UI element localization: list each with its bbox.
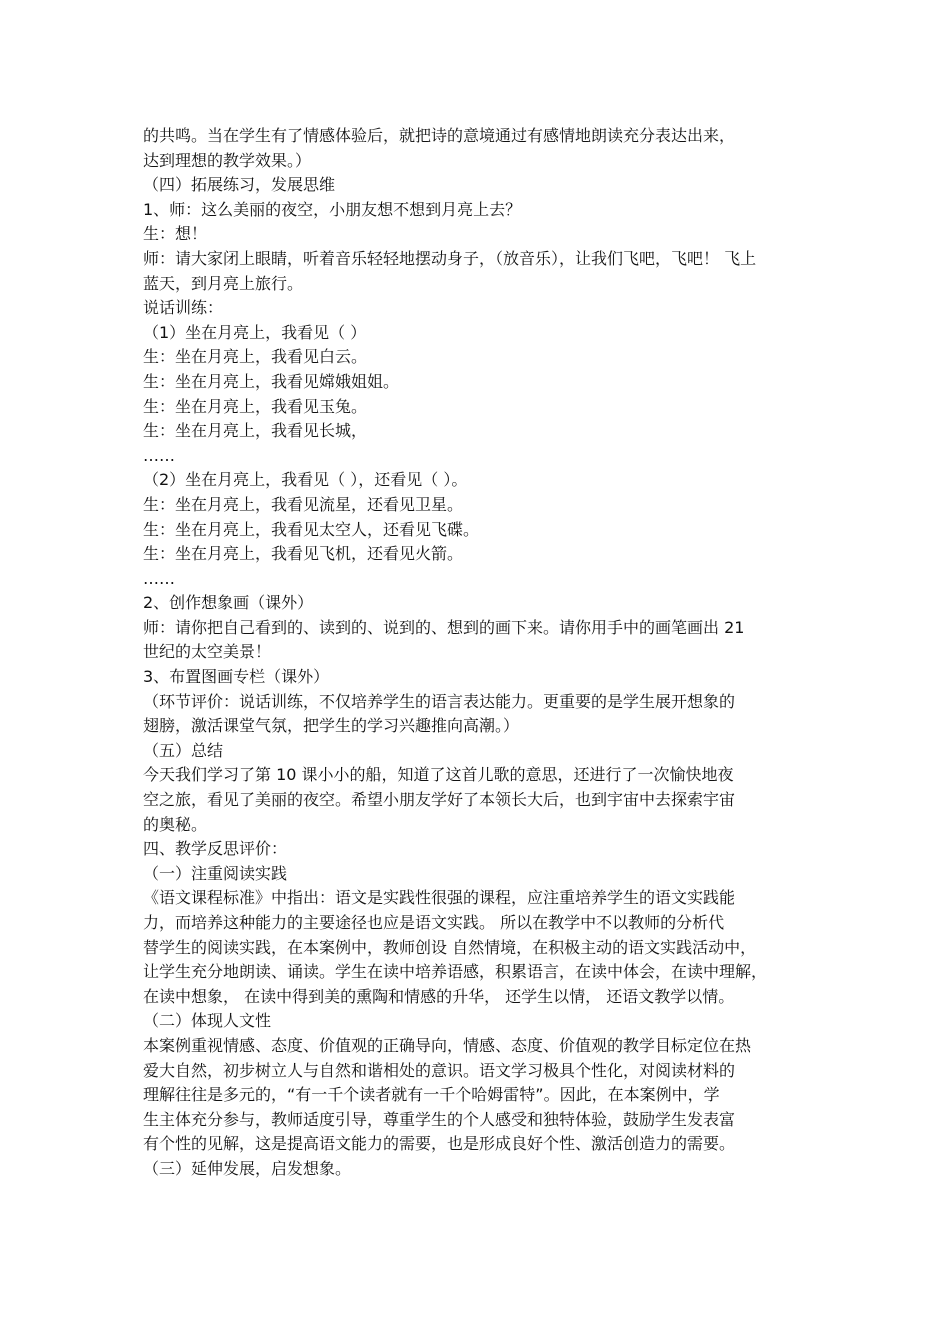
section-heading: （三）延伸发展，启发想象。 [143, 1158, 352, 1178]
text-line: 的共鸣。当在学生有了情感体验后，就把诗的意境通过有感情地朗读充分表达出来， [143, 126, 736, 145]
text-line: 《语文课程标准》中指出：语文是实践性很强的课程，应注重培养学生的语文实践能 [143, 888, 736, 908]
text-line: 生：想！ [143, 224, 208, 244]
text-line: 蓝天，到月亮上旅行。 [143, 273, 304, 293]
text-line: 生：坐在月亮上，我看见流星，还看见卫星。 [143, 494, 464, 514]
ellipsis-line: …… [143, 568, 175, 588]
text-line: （2）坐在月亮上，我看见（ ），还看见（ ）。 [143, 470, 468, 490]
text-line: 本案例重视情感、态度、价值观的正确导向，情感、态度、价值观的教学目标定位在热 [143, 1035, 752, 1055]
text-line: 世纪的太空美景！ [143, 642, 272, 662]
section-heading: （四）拓展练习，发展思维 [143, 175, 336, 195]
text-line: 生：坐在月亮上，我看见嫦娥姐姐。 [143, 371, 400, 391]
text-line: 师：请你把自己看到的、读到的、说到的、想到的画下来。请你用手中的画笔画出 21 [143, 617, 745, 637]
text-line: 替学生的阅读实践，在本案例中，教师创设 自然情境，在积极主动的语文实践活动中， [143, 937, 757, 957]
text-line: 有个性的见解，这是提高语文能力的需要，也是形成良好个性、激活创造力的需要。 [143, 1134, 736, 1154]
text-line: 生：坐在月亮上，我看见长城， [143, 421, 368, 441]
document-page [143, 124, 815, 1182]
section-heading: （五）总结 [143, 740, 224, 760]
text-line: 师：请大家闭上眼睛，听着音乐轻轻地摆动身子，（放音乐），让我们飞吧，飞吧！ 飞上 [143, 248, 757, 268]
section-heading: 四、教学反思评价： [143, 839, 288, 859]
text-line: 3、布置图画专栏（课外） [143, 667, 330, 687]
text-line: （环节评价：说话训练，不仅培养学生的语言表达能力。更重要的是学生展开想象的 [143, 691, 736, 711]
text-line: 理解往往是多元的，“有一千个读者就有一千个哈姆雷特”。因此，在本案例中，学 [143, 1085, 720, 1105]
text-line: 2、创作想象画（课外） [143, 593, 314, 613]
text-line: （1）坐在月亮上，我看见（ ） [143, 322, 367, 342]
ellipsis-line: …… [143, 445, 175, 465]
text-line: 翅膀，激活课堂气氛，把学生的学习兴趣推向高潮。） [143, 716, 520, 736]
text-line: 说话训练： [143, 298, 224, 318]
text-line: 生：坐在月亮上，我看见飞机，还看见火箭。 [143, 544, 464, 564]
text-line: 生：坐在月亮上，我看见玉兔。 [143, 396, 368, 416]
text-line: 生：坐在月亮上，我看见太空人，还看见飞碟。 [143, 519, 480, 539]
text-line: 爱大自然，初步树立人与自然和谐相处的意识。语文学习极具个性化，对阅读材料的 [143, 1060, 736, 1080]
text-line: 空之旅，看见了美丽的夜空。希望小朋友学好了本领长大后，也到宇宙中去探索宇宙 [143, 790, 736, 810]
text-line: 生：坐在月亮上，我看见白云。 [143, 347, 368, 367]
section-heading: （二）体现人文性 [143, 1011, 272, 1031]
text-line: 1、师：这么美丽的夜空，小朋友想不想到月亮上去？ [143, 199, 522, 219]
text-line: 在读中想象， 在读中得到美的熏陶和情感的升华， 还学生以情， 还语文教学以情。 [143, 986, 735, 1006]
text-line: 达到理想的教学效果。） [143, 150, 312, 170]
text-line: 今天我们学习了第 10 课小小的船，知道了这首儿歌的意思，还进行了一次愉快地夜 [143, 765, 734, 785]
text-line: 生主体充分参与，教师适度引导，尊重学生的个人感受和独特体验，鼓励学生发表富 [143, 1109, 736, 1129]
text-line: 力，而培养这种能力的主要途径也应是语文实践。 所以在教学中不以教师的分析代 [143, 913, 725, 932]
text-line: 的奥秘。 [143, 814, 208, 834]
section-heading: （一）注重阅读实践 [143, 863, 288, 883]
text-line: 让学生充分地朗读、诵读。学生在读中培养语感，积累语言，在读中体会，在读中理解， [143, 962, 768, 982]
